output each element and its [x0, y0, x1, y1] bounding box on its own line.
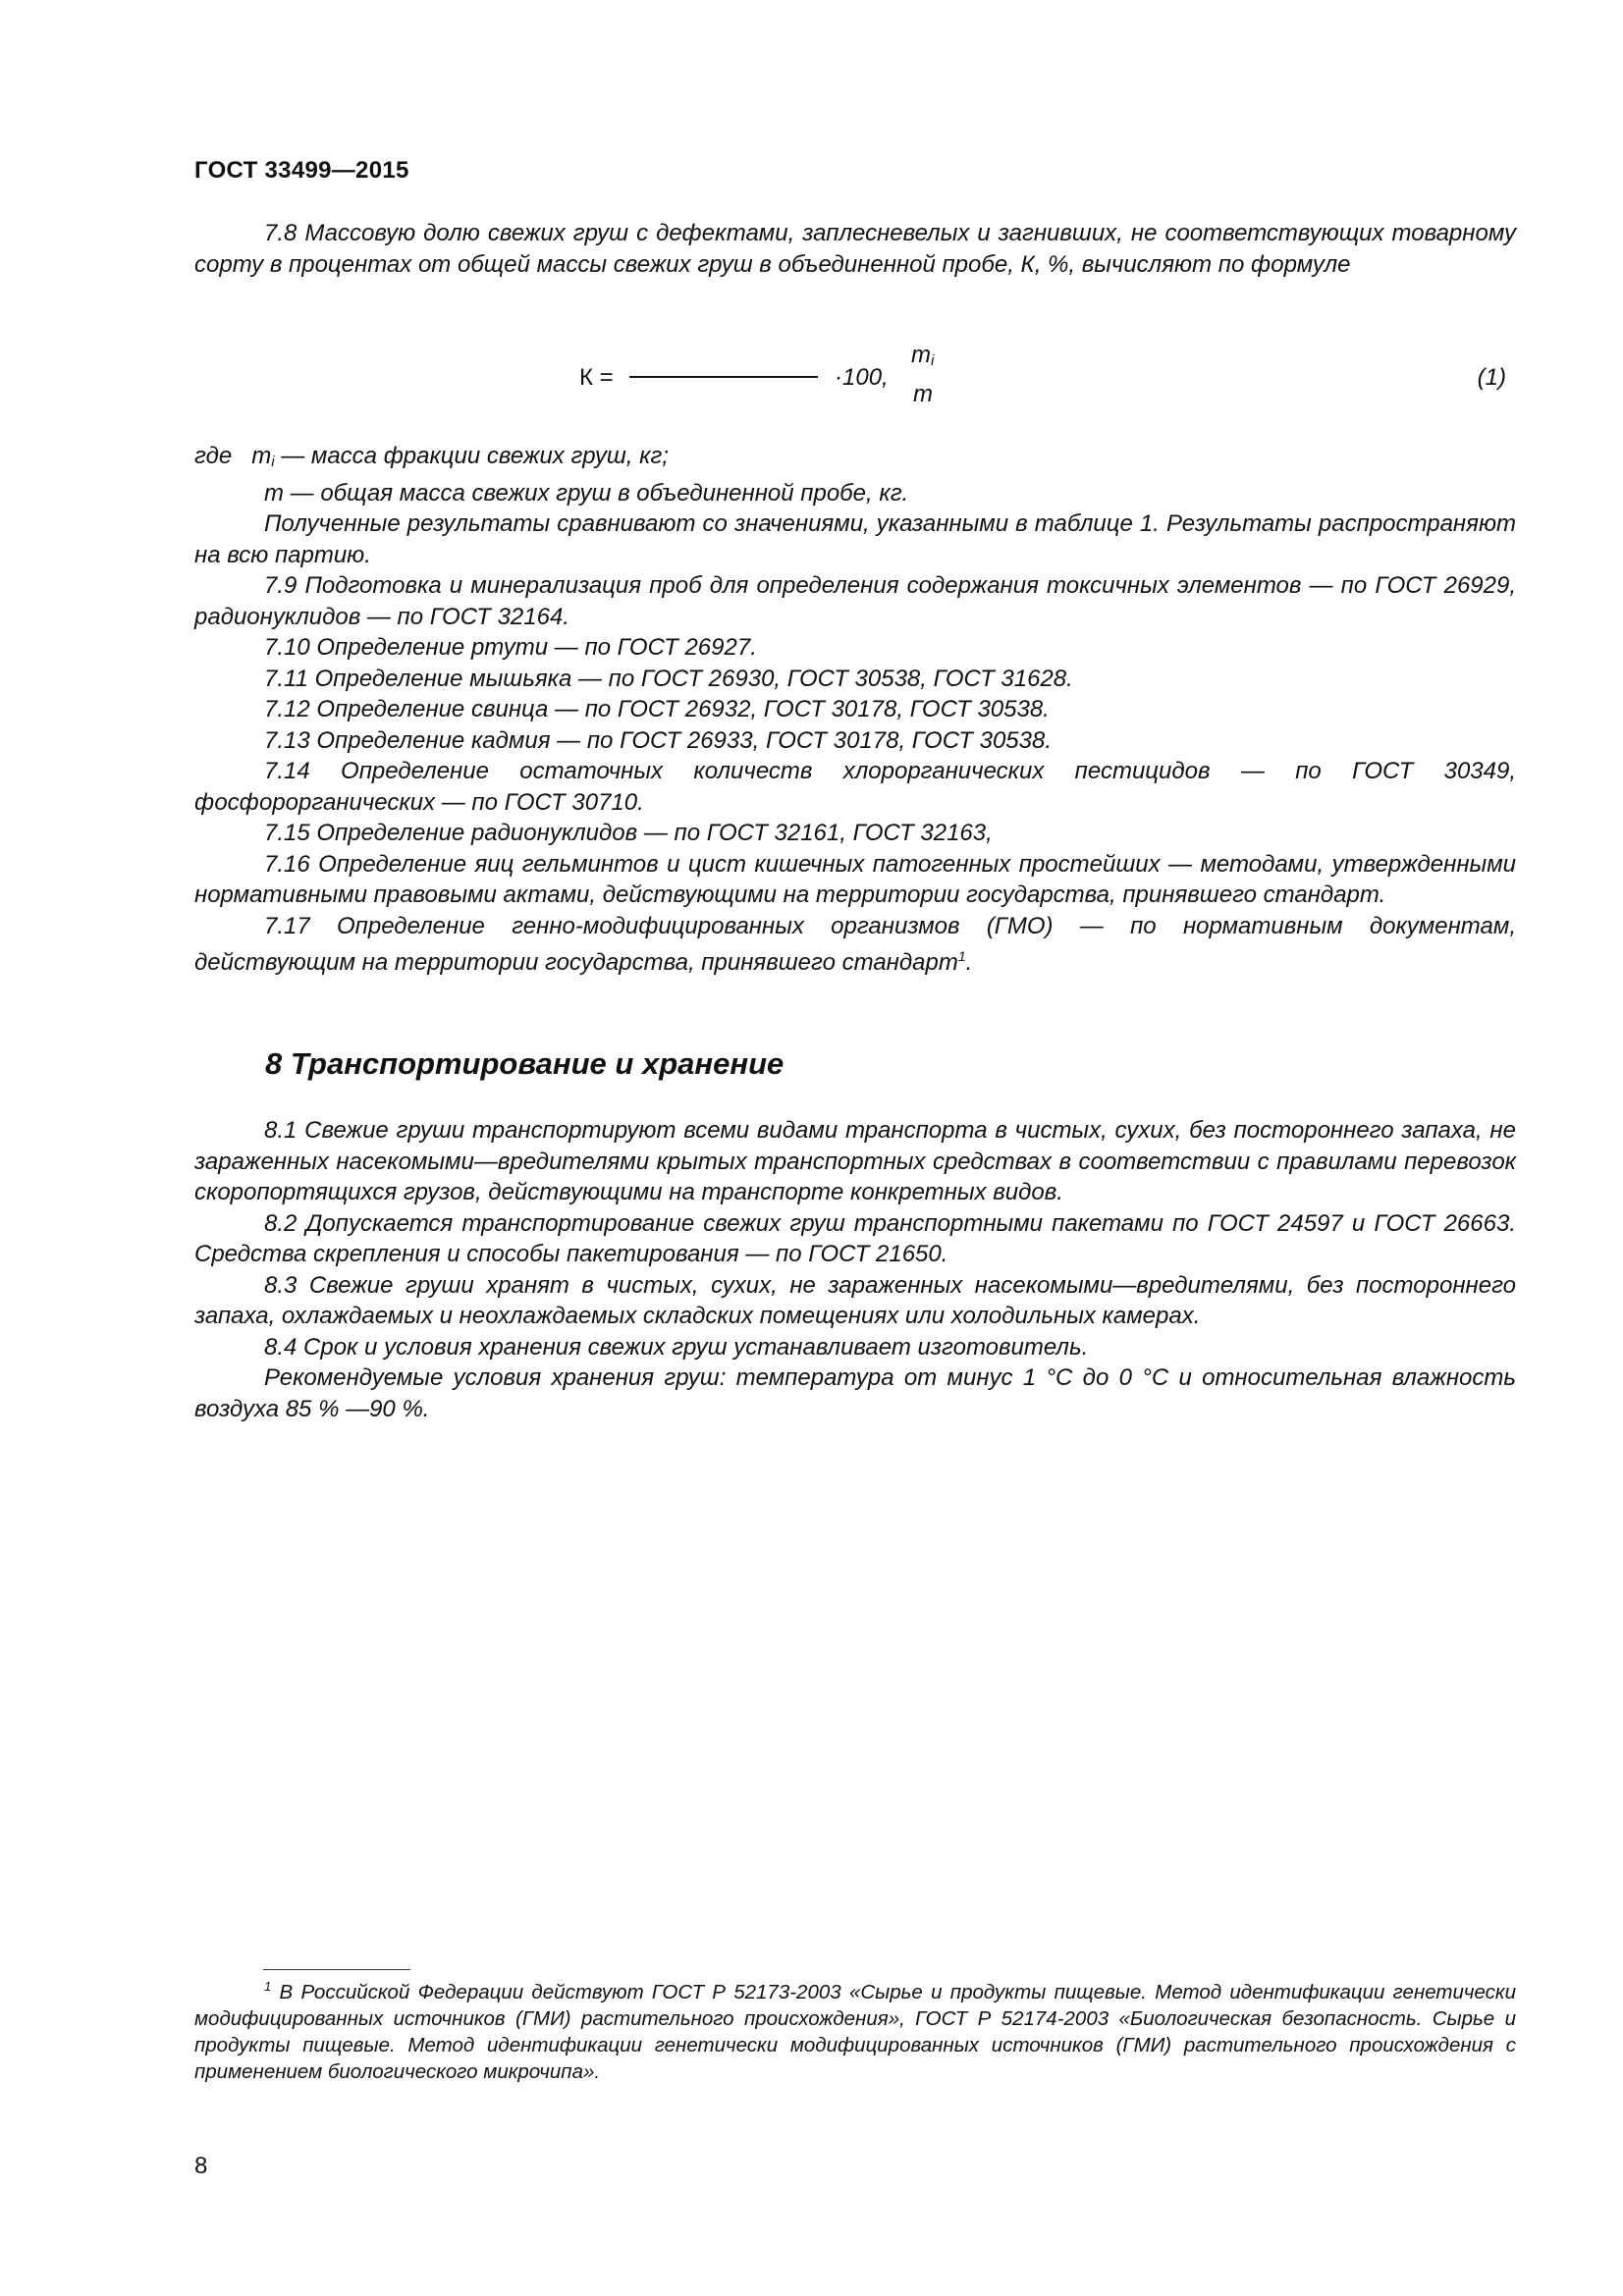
paragraph-8-2: 8.2 Допускается транспортирование свежих груш транспортными пакетами по ГОСТ 24597 и ГОСТ 26663. Средства скрепления и способы пакетирования — по ГОСТ 21650.: [194, 1209, 1516, 1267]
intro-block: [194, 218, 1516, 280]
formula-multiplier: ·100,: [835, 364, 889, 391]
paragraph-7-11: 7.11 Определение мышьяка — по ГОСТ 26930, ГОСТ 30538, ГОСТ 31628.: [264, 665, 1073, 692]
paragraph-7-17: [194, 911, 1516, 979]
formula-numerator: [911, 342, 934, 369]
definition-mi: [194, 441, 1516, 478]
paragraph-8-1: 8.1 Свежие груши транспортируют всеми видами транспорта в чистых, сухих, без постороннего запаха, не зараженных насекомыми—вредителями крытых транспортных средствах в соответствии с правилами перевозок скоропортящихся грузов, действующими на транспорте конкретных видов.: [194, 1117, 1516, 1205]
paragraph-7-12: 7.12 Определение свинца — по ГОСТ 26932, ГОСТ 30178, ГОСТ 30538.: [264, 696, 1050, 722]
def-prefix: где: [194, 443, 233, 469]
p717-end: .: [965, 949, 973, 976]
paragraph-8-3: 8.3 Свежие груши хранят в чистых, сухих, не зараженных насекомыми—вредителями, без постороннего запаха, охлаждаемых и неохлаждаемых складских помещениях или холодильных камерах.: [194, 1271, 1516, 1329]
definition-m: m — общая масса свежих груш в объединенной пробе, кг.: [264, 479, 909, 507]
paragraph-8-4: 8.4 Срок и условия хранения свежих груш устанавливает изготовитель.: [264, 1333, 1089, 1361]
paragraph-results: Полученные результаты сравнивают со значениями, указанными в таблице 1. Результаты распространяют на всю партию.: [194, 510, 1516, 568]
paragraph-7-16: 7.16 Определение яиц гельминтов и цист кишечных патогенных простейших — методами, утвержденными нормативными правовыми актами, действующими на территории государства, принявшего стандарт.: [194, 850, 1516, 908]
footnote-divider: [263, 1969, 410, 1970]
formula-denominator: m: [913, 381, 933, 407]
formula-num-sub: i: [931, 352, 935, 369]
def-var-sub: i: [271, 454, 275, 470]
def-var: m: [251, 443, 272, 469]
paragraph-storage-conditions: Рекомендуемые условия хранения груш: температура от минус 1 °С до 0 °С и относительная влажность воздуха 85 % —90 %.: [194, 1364, 1516, 1422]
section-8-heading: 8 Транспортирование и хранение: [265, 1046, 784, 1081]
page-number: 8: [194, 2153, 208, 2179]
document-header: ГОСТ 33499—2015: [194, 157, 409, 184]
paragraph-7-9: 7.9 Подготовка и минерализация проб для определения содержания токсичных элементов — по ГОСТ 26929, радионуклидов — по ГОСТ 32164.: [194, 572, 1516, 630]
formula-1: [194, 342, 1516, 420]
p717-text: 7.17 Определение генно-модифицированных организмов (ГМО) — по нормативным документам, действующим на территории государства, принявшего стандарт: [194, 912, 1516, 976]
equation-number: (1): [1477, 364, 1506, 391]
paragraph-7-10: 7.10 Определение ртути — по ГОСТ 26927.: [264, 634, 757, 661]
def-text: — масса фракции свежих груш, кг;: [274, 443, 669, 469]
footnote-1: [194, 1973, 1516, 2085]
formula-num-var: m: [911, 342, 931, 368]
footnote-reference[interactable]: 1: [957, 948, 966, 964]
paragraph-7-8: 7.8 Массовую долю свежих груш с дефектами, заплесневелых и загнивших, не соответствующих товарному сорту в процентах от общей массы свежих груш в объединенной пробе, К, %, вычисляют по формуле: [194, 220, 1516, 278]
fraction-bar: [629, 376, 818, 378]
formula-lhs: К =: [579, 364, 614, 391]
section-7-continued: [194, 441, 1516, 979]
paragraph-7-13: 7.13 Определение кадмия — по ГОСТ 26933, ГОСТ 30178, ГОСТ 30538.: [264, 726, 1052, 754]
paragraph-7-14: 7.14 Определение остаточных количеств хлорорганических пестицидов — по ГОСТ 30349, фосфорорганических — по ГОСТ 30710.: [194, 758, 1516, 816]
paragraph-7-15: 7.15 Определение радионуклидов — по ГОСТ 32161, ГОСТ 32163,: [264, 820, 993, 846]
footnote-text: В Российской Федерации действуют ГОСТ Р 52173-2003 «Сырье и продукты пищевые. Метод идентификации генетически модифицированных источников (ГМИ) растительного происхождения», ГОСТ Р 52174-2003 «Биологическая безопасность. Сырье и продукты пищевые. Метод идентификации генетически модифицированных источников (ГМИ) растительного происхождения с применением биологического микрочипа».: [194, 1981, 1516, 2083]
footnote-mark: 1: [264, 1979, 272, 1994]
section-8-body: [194, 1115, 1516, 1424]
